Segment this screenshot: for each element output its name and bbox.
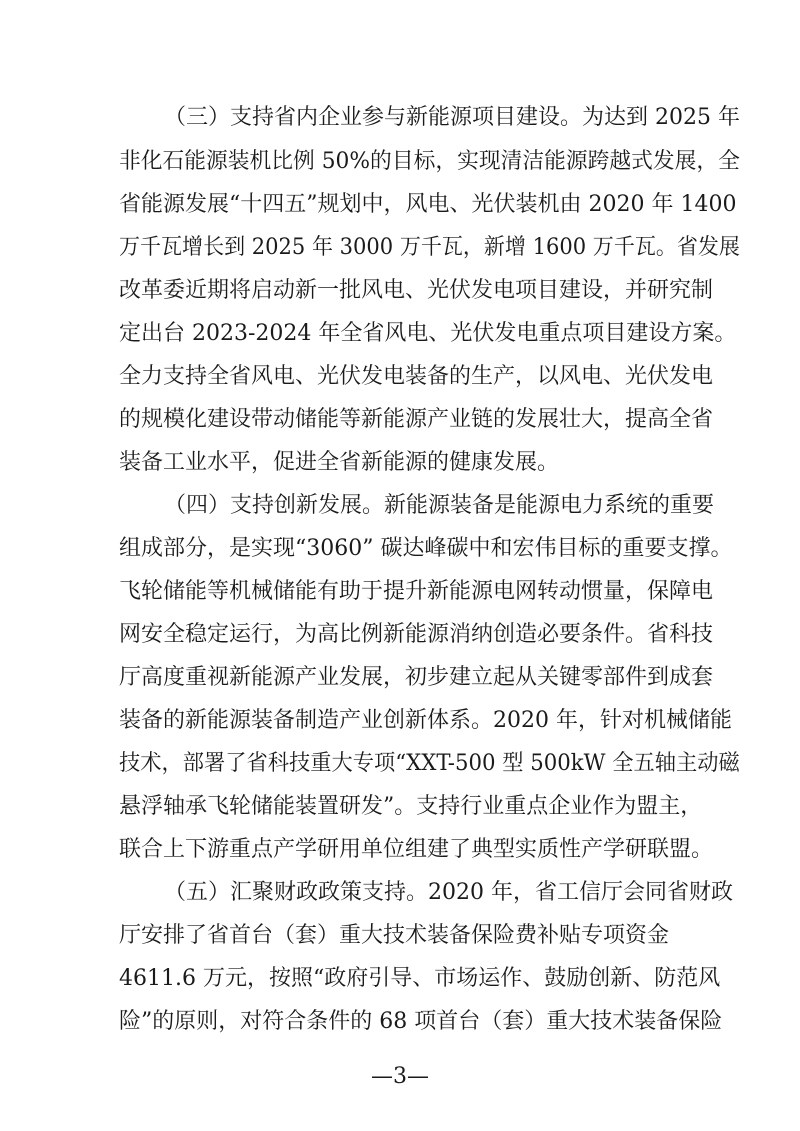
text-line: 厅高度重视新能源产业发展，初步建立起从关键零部件到成套 bbox=[119, 665, 714, 690]
text-line: （四）支持创新发展。新能源装备是能源电力系统的重要 bbox=[164, 493, 715, 518]
text-line: 定出台 2023-2024 年全省风电、光伏发电重点项目建设方案。 bbox=[119, 321, 737, 346]
text-line: 悬浮轴承飞轮储能装置研发”。支持行业重点企业作为盟主， bbox=[119, 794, 703, 819]
text-line: 全力支持全省风电、光伏发电装备的生产，以风电、光伏发电 bbox=[119, 364, 714, 389]
text-line: 改革委近期将启动新一批风电、光伏发电项目建设，并研究制 bbox=[119, 278, 714, 303]
text-line: 组成部分，是实现“3060” 碳达峰碳中和宏伟目标的重要支撑。 bbox=[119, 536, 733, 561]
text-line: （三）支持省内企业参与新能源项目建设。为达到 2025 年 bbox=[164, 105, 740, 130]
text-line: 飞轮储能等机械储能有助于提升新能源电网转动惯量，保障电 bbox=[119, 579, 714, 604]
text-line: 非化石能源装机比例 50%的目标，实现清洁能源跨越式发展，全 bbox=[119, 149, 740, 174]
page-number: —3— bbox=[371, 1064, 429, 1089]
text-line: 装备的新能源装备制造产业创新体系。2020 年，针对机械储能 bbox=[119, 708, 732, 733]
text-line: 的规模化建设带动储能等新能源产业链的发展壮大，提高全省 bbox=[119, 407, 714, 432]
text-line: 省能源发展“十四五”规划中，风电、光伏装机由 2020 年 1400 bbox=[119, 192, 737, 217]
text-line: 联合上下游重点产学研用单位组建了典型实质性产学研联盟。 bbox=[119, 837, 714, 862]
text-line: 厅安排了省首台（套）重大技术装备保险费补贴专项资金 bbox=[119, 923, 670, 948]
text-line: 4611.6 万元，按照“政府引导、市场运作、鼓励创新、防范风 bbox=[119, 966, 721, 991]
text-line: 万千瓦增长到 2025 年 3000 万千瓦，新增 1600 万千瓦。省发展 bbox=[119, 235, 740, 260]
text-line: 网安全稳定运行，为高比例新能源消纳创造必要条件。省科技 bbox=[119, 622, 714, 647]
text-line: 技术，部署了省科技重大专项“XXT-500 型 500kW 全五轴主动磁 bbox=[119, 751, 740, 776]
text-line: 险”的原则，对符合条件的 68 项首台（套）重大技术装备保险 bbox=[119, 1009, 723, 1034]
text-line: 装备工业水平，促进全省新能源的健康发展。 bbox=[119, 450, 560, 475]
text-line: （五）汇聚财政政策支持。2020 年，省工信厅会同省财政 bbox=[164, 880, 733, 905]
